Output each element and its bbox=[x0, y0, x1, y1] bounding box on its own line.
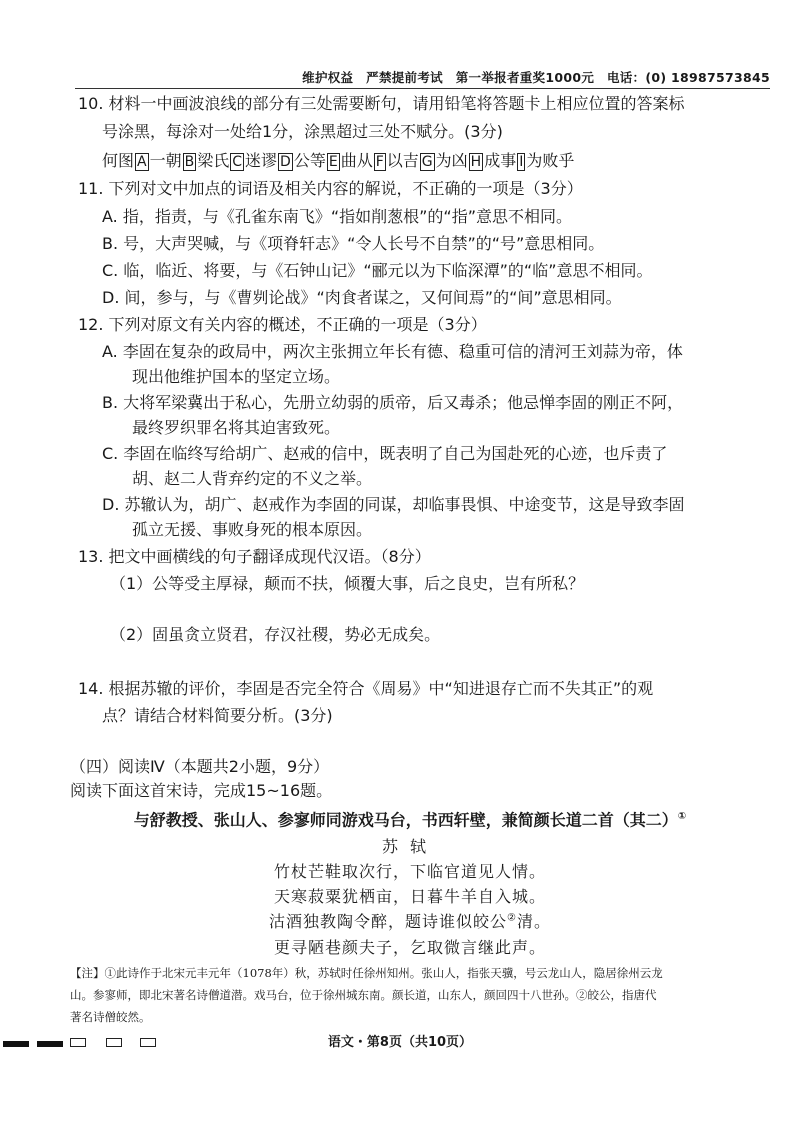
q11-option-c: C. 临，临近、将要，与《石钟山记》“郦元以为下临深潭”的“临”意思不相同。 bbox=[102, 261, 653, 280]
note-line-1: 【注】①此诗作于北宋元丰元年（1078年）秋，苏轼时任徐州知州。张山人，指张天骥，号云龙山人，隐居徐州云龙 bbox=[70, 966, 663, 980]
poem-line-3-tail: 清。 bbox=[516, 912, 551, 931]
q12-option-a: A. 李固在复杂的政局中，两次主张拥立年长有德、稳重可信的清河王刘蒜为帝，体 bbox=[102, 342, 683, 361]
header-divider bbox=[75, 88, 770, 89]
q10-box-d[interactable]: D bbox=[280, 154, 291, 170]
q10-line1: 10. 材料一中画波浪线的部分有三处需要断句，请用铅笔将答题卡上相应位置的答案标 bbox=[78, 94, 685, 113]
poem-author: 苏轼 bbox=[381, 837, 438, 856]
empty-mark bbox=[106, 1038, 122, 1047]
q12-option-d-cont: 孤立无援、事败身死的根本原因。 bbox=[132, 520, 373, 539]
q10-segment: 成事 bbox=[484, 151, 517, 170]
q10-segment: 为败乎 bbox=[526, 151, 575, 170]
q12-option-b: B. 大将军梁冀出于私心，先册立幼弱的质帝，后又毒杀；他忌惮李固的刚正不阿， bbox=[102, 393, 684, 412]
q12-stem: 12. 下列对原文有关内容的概述，不正确的一项是（3分） bbox=[78, 315, 487, 334]
q12-option-d: D. 苏辙认为，胡广、赵戒作为李固的同谋，却临事畏惧、中途变节，这是导致李固 bbox=[102, 495, 685, 514]
q10-segment: 一朝 bbox=[149, 151, 182, 170]
q13-stem: 13. 把文中画横线的句子翻译成现代汉语。（8分） bbox=[78, 547, 431, 566]
q10-sentence bbox=[102, 150, 574, 172]
footnote-mark-1: ① bbox=[677, 811, 687, 822]
poem-title bbox=[100, 806, 720, 831]
q14-line2: 点？请结合材料简要分析。(3分) bbox=[102, 706, 333, 725]
q10-segment: 迷谬 bbox=[245, 151, 278, 170]
poem-line-4: 更寻陋巷颜夫子，乞取微言继此声。 bbox=[273, 938, 546, 957]
empty-mark bbox=[70, 1038, 86, 1047]
q10-segment: 为凶 bbox=[435, 151, 468, 170]
poem-line-3-text: 沽酒独教陶令醉，题诗谁似皎公 bbox=[269, 912, 508, 931]
poem-line-3 bbox=[100, 909, 720, 932]
q11-option-b: B. 号，大声哭喊，与《项脊轩志》“令人长号不自禁”的“号”意思相同。 bbox=[102, 234, 605, 253]
poem-line-1: 竹杖芒鞋取次行，下临官道见人情。 bbox=[273, 862, 546, 881]
q13-sentence-1: （1）公等受主厚禄，颠而不扶，倾覆大事，后之良史，岂有所私？ bbox=[110, 574, 585, 593]
q11-stem: 11. 下列对文中加点的词语及相关内容的解说，不正确的一项是（3分） bbox=[78, 179, 583, 198]
q10-segment: 何图 bbox=[102, 151, 135, 170]
q10-line2: 号涂黑，每涂对一处给1分，涂黑超过三处不赋分。(3分) bbox=[102, 122, 503, 141]
q10-box-g[interactable]: G bbox=[421, 154, 433, 170]
q10-box-a[interactable]: A bbox=[137, 154, 147, 170]
page-number: 语文・第8页（共10页） bbox=[327, 1035, 473, 1050]
footnote-mark-2: ② bbox=[507, 912, 517, 924]
q10-box-h[interactable]: H bbox=[470, 154, 482, 170]
empty-mark bbox=[140, 1038, 156, 1047]
section-heading: （四）阅读Ⅳ（本题共2小题，9分） bbox=[70, 757, 330, 776]
q10-box-e[interactable]: E bbox=[328, 154, 338, 170]
q12-option-c: C. 李固在临终写给胡广、赵戒的信中，既表明了自己为国赴死的心迹，也斥责了 bbox=[102, 444, 668, 463]
q10-segment: 曲从 bbox=[340, 151, 373, 170]
q11-option-a: A. 指，指责，与《孔雀东南飞》“指如削葱根”的“指”意思不相同。 bbox=[102, 207, 572, 226]
filled-mark bbox=[3, 1041, 29, 1047]
q11-option-d: D. 间，参与，与《曹刿论战》“肉食者谋之，又何间焉”的“间”意思相同。 bbox=[102, 288, 622, 307]
q14-line1: 14. 根据苏辙的评价，李固是否完全符合《周易》中“知进退存亡而不失其正”的观 bbox=[78, 679, 654, 698]
q10-box-f[interactable]: F bbox=[375, 154, 384, 170]
note-line-3: 著名诗僧皎然。 bbox=[70, 1010, 151, 1024]
q12-option-b-cont: 最终罗织罪名将其迫害致死。 bbox=[132, 418, 341, 437]
note-line-2: 山。参寥师，即北宋著名诗僧道潜。戏马台，位于徐州城东南。颜长道，山东人，颜回四十八世孙。②皎公，指唐代 bbox=[70, 988, 657, 1002]
filled-mark bbox=[37, 1041, 63, 1047]
q10-segment: 公等 bbox=[293, 151, 326, 170]
q10-segment: 以吉 bbox=[386, 151, 419, 170]
header-notice: 维护权益 严禁提前考试 第一举报者重奖1000元 电话：(0) 18987573845 bbox=[302, 70, 770, 85]
q12-option-c-cont: 胡、赵二人背弃约定的不义之举。 bbox=[132, 469, 373, 488]
q12-option-a-cont: 现出他维护国本的坚定立场。 bbox=[132, 367, 341, 386]
q10-box-b[interactable]: B bbox=[184, 154, 195, 170]
poem-title-text: 与舒教授、张山人、参寥师同游戏马台，书西轩壁，兼简颜长道二首（其二） bbox=[133, 810, 678, 830]
q13-sentence-2: （2）固虽贪立贤君，存汉社稷，势必无成矣。 bbox=[110, 625, 441, 644]
q10-segment: 梁氏 bbox=[197, 151, 230, 170]
q10-box-i[interactable]: I bbox=[519, 154, 524, 170]
poem-line-2: 天寒菽粟犹栖亩，日暮牛羊自入城。 bbox=[273, 887, 546, 906]
section-intro: 阅读下面这首宋诗，完成15~16题。 bbox=[70, 781, 333, 800]
q10-box-c[interactable]: C bbox=[232, 154, 243, 170]
